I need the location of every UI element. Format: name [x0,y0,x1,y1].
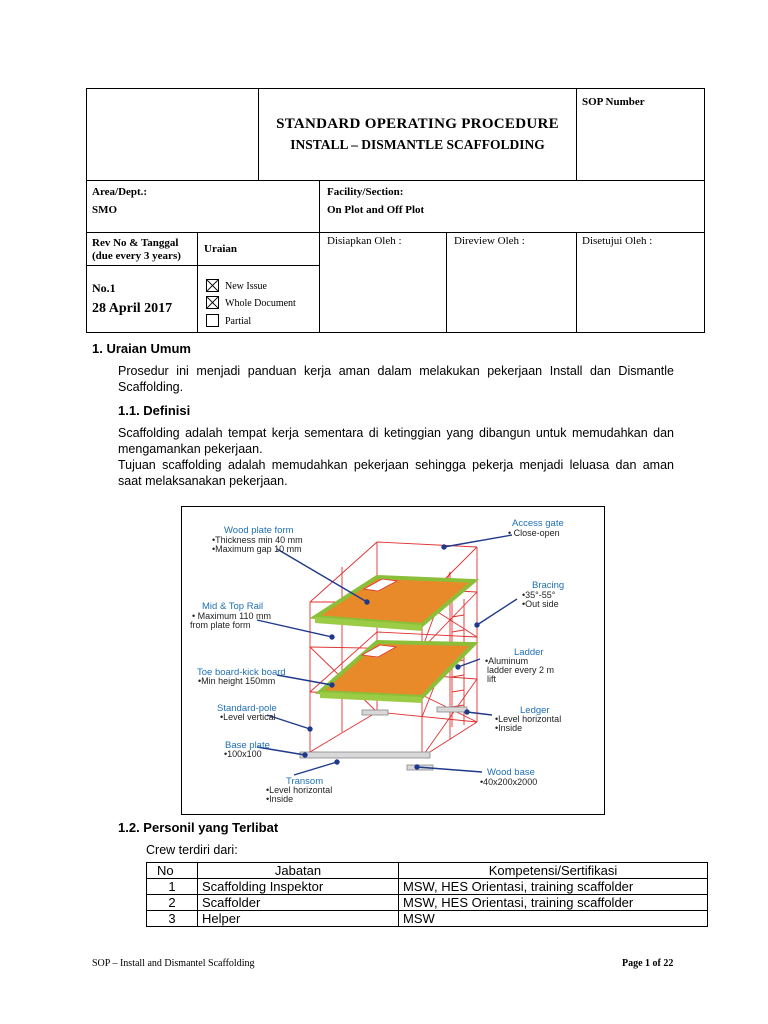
section-1-1-paragraph [118,425,674,489]
section-1-2-heading: 1.2. Personil yang Terlibat [118,820,279,835]
checkbox-partial-label: Partial [225,316,252,327]
tujuan-line-1: Tujuan scaffolding adalah memudahkan pekerjaan sehingga pekerja menjadi leluasa dan aman [118,458,674,472]
rev-label: Rev No & Tanggal [92,237,179,249]
label-ledger: Ledger [520,705,550,716]
table-header-row [147,863,708,879]
label-standard-pole-1: •Level vertical [220,712,276,722]
definisi-line-1: Scaffolding adalah tempat kerja sementara di ketinggian yang dibangun untuk memudahkan dan [118,426,674,440]
table-row [147,879,708,895]
label-base-plate: Base plate [225,740,270,751]
sop-number-label: SOP Number [582,96,645,108]
label-ledger-2: •Inside [495,723,523,733]
table-row [147,911,708,927]
disetujui-label: Disetujui Oleh : [582,235,653,247]
document-subtitle: INSTALL – DISMANTLE SCAFFOLDING [290,137,545,152]
label-toe-board: Toe board-kick board [197,667,286,678]
label-transom: Transom [286,776,324,787]
label-ladder-3: lift [487,674,496,684]
label-bracing: Bracing [532,580,565,591]
tujuan-line-2: saat melaksanakan pekerjaan. [118,474,288,488]
section-1-heading: 1. Uraian Umum [92,341,191,356]
rev-label-due: (due every 3 years) [92,250,181,262]
label-wood-base: Wood base [487,767,535,778]
cell-kompetensi: MSW, HES Orientasi, training scaffolder [399,879,708,895]
base-plates [300,707,467,770]
label-wood-plate-form: Wood plate form [224,525,294,536]
checkbox-whole-document [206,296,219,309]
label-wood-base-1: •40x200x2000 [480,777,538,787]
checkbox-new-issue-label: New Issue [225,281,267,292]
area-label: Area/Dept.: [92,186,148,198]
label-ladder-2: ladder every 2 m [487,665,555,675]
column-header-kompetensi: Kompetensi/Sertifikasi [399,863,708,879]
label-mid-top-rail-2: from plate form [190,620,251,630]
label-standard-pole: Standard-pole [217,703,277,714]
label-access-gate-1: • Close-open [508,528,560,538]
uraian-label: Uraian [204,243,237,255]
cell-no: 1 [147,879,198,895]
label-bracing-2: •Out side [522,599,559,609]
rev-number: No.1 [92,281,116,295]
area-value: SMO [92,204,118,216]
cell-jabatan: Scaffolding Inspektor [198,879,399,895]
label-bracing-1: •35°-55° [522,590,556,600]
cell-jabatan: Scaffolder [198,895,399,911]
checkbox-new-issue [206,279,219,292]
cell-jabatan: Helper [198,911,399,927]
column-header-jabatan: Jabatan [198,863,399,879]
direview-label: Direview Oleh : [454,235,525,247]
label-transom-2: •Inside [266,794,294,804]
cell-kompetensi: MSW, HES Orientasi, training scaffolder [399,895,708,911]
cell-no: 3 [147,911,198,927]
label-wood-plate-form-2: •Maximum gap 10 mm [212,544,302,554]
footer-document-name: SOP – Install and Dismantel Scaffolding [92,958,255,969]
scaffolding-figure [181,506,605,815]
label-base-plate-1: •100x100 [224,749,262,759]
label-toe-board-1: •Min height 150mm [198,676,276,686]
cell-no: 2 [147,895,198,911]
section-1-line-1: Prosedur ini menjadi panduan kerja aman dalam melakukan pekerjaan Install dan Dismantle [118,364,674,378]
checkbox-partial [206,314,219,327]
crew-table [146,862,708,927]
label-ladder-1: •Aluminum [485,656,529,666]
table-row [147,895,708,911]
section-1-1-heading: 1.1. Definisi [118,403,191,418]
label-ladder: Ladder [514,647,544,658]
facility-value: On Plot and Off Plot [327,204,425,216]
cell-kompetensi: MSW [399,911,708,927]
crew-intro: Crew terdiri dari: [146,843,238,857]
label-ledger-1: •Level horizontal [495,714,562,724]
label-mid-top-rail: Mid & Top Rail [202,601,264,612]
section-1-paragraph [118,363,674,395]
column-header-no: No [147,863,198,879]
rev-date: 28 April 2017 [92,301,173,316]
definisi-line-2: mengamankan pekerjaan. [118,442,263,456]
section-1-line-2: Scaffolding. [118,380,184,394]
label-access-gate: Access gate [512,518,564,529]
label-mid-top-rail-1: • Maximum 110 mm [192,611,271,621]
label-wood-plate-form-1: •Thickness min 40 mm [212,535,303,545]
facility-label: Facility/Section: [327,186,404,198]
disiapkan-label: Disiapkan Oleh : [327,235,402,247]
checkbox-whole-document-label: Whole Document [225,298,296,309]
footer-page-number: Page 1 of 22 [622,958,674,969]
label-transom-1: •Level horizontal [266,785,333,795]
document-title: STANDARD OPERATING PROCEDURE [276,116,559,132]
scaffolding-diagram [182,507,604,814]
lower-platform [320,642,474,703]
